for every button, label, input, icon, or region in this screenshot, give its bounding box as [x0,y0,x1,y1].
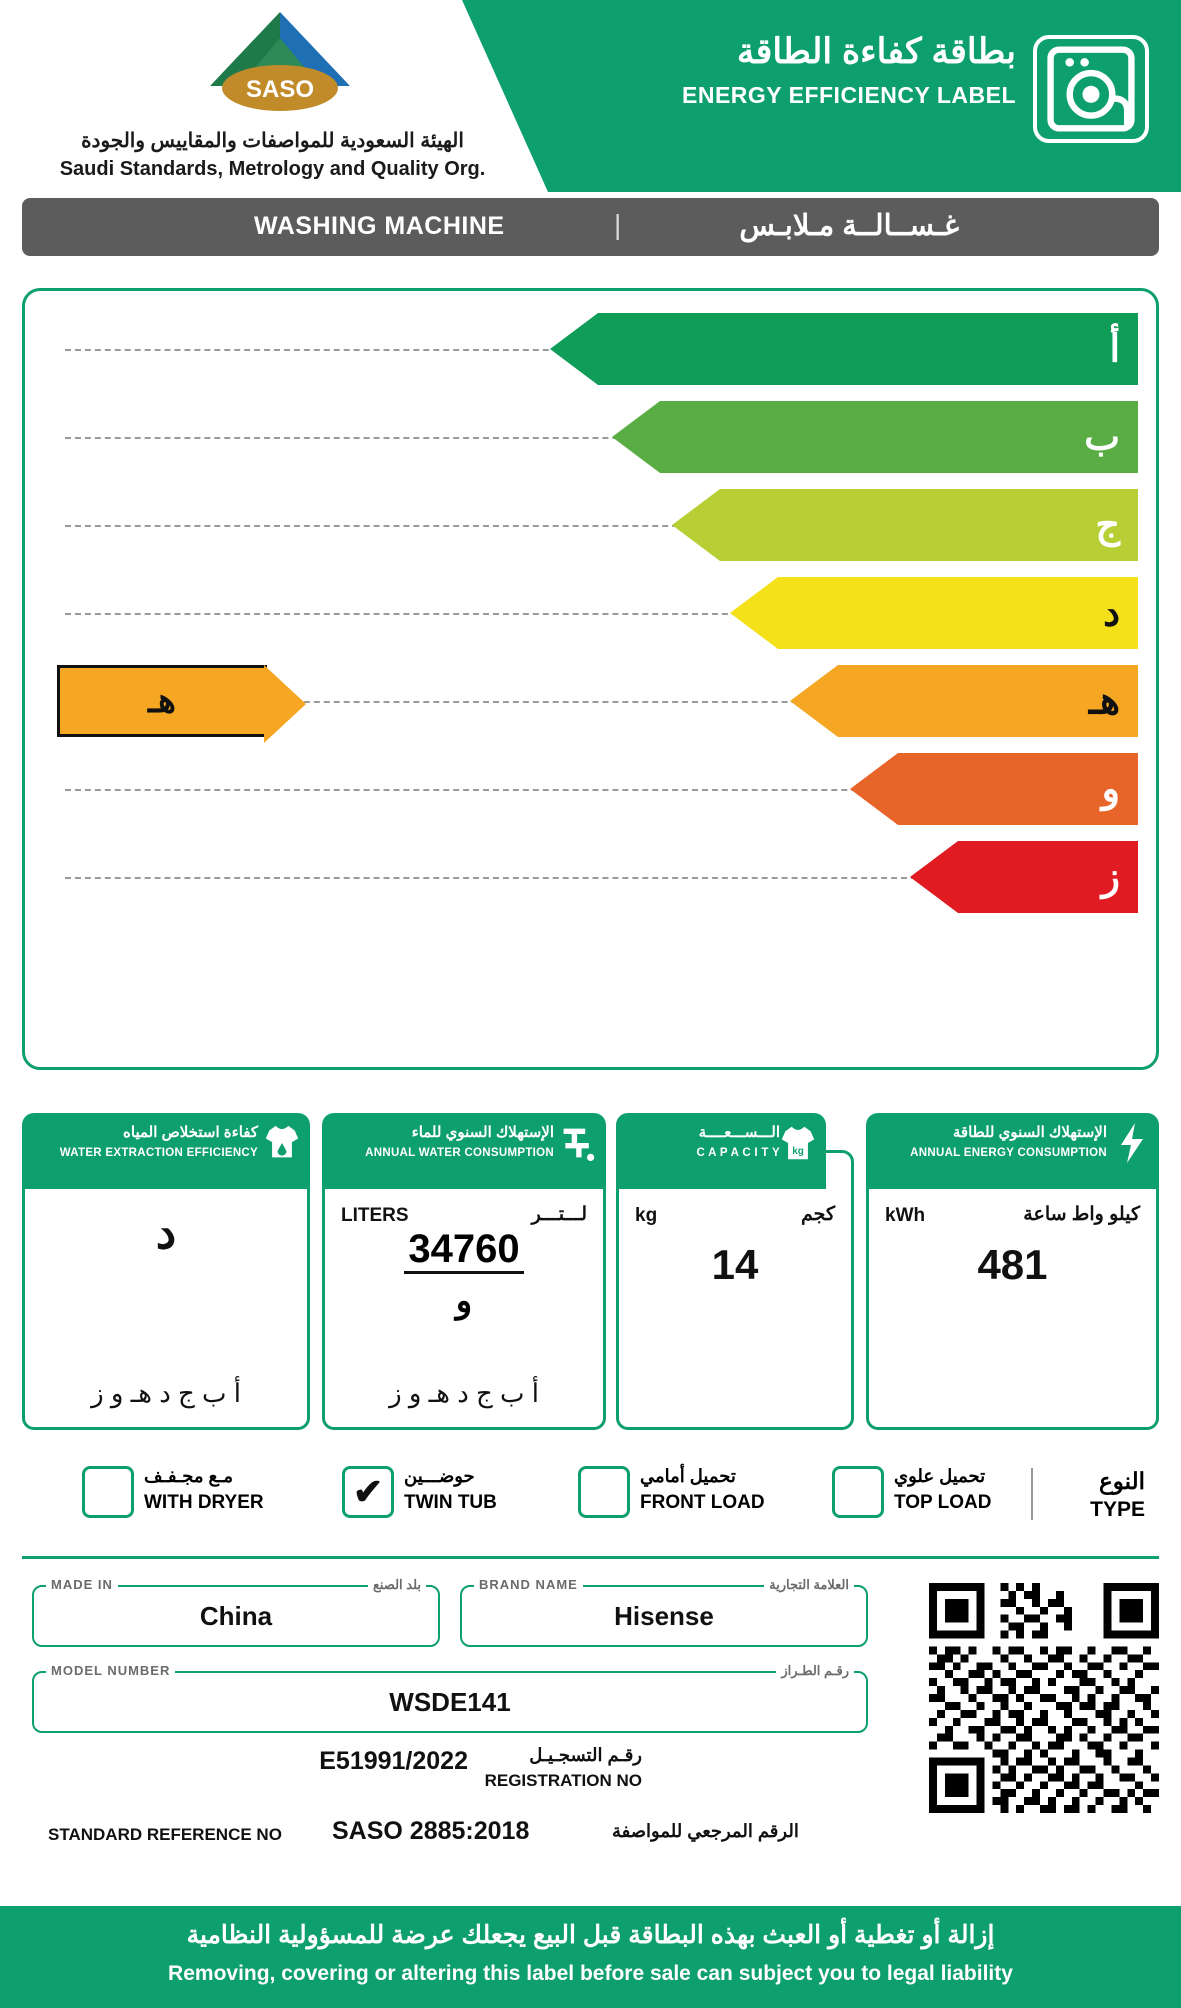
faucet-icon [560,1121,596,1165]
type-option-label-en: FRONT LOAD [640,1492,765,1513]
org-name-ar: الهيئة السعودية للمواصفات والمقاييس والجودة [81,130,464,152]
card-title-en: WATER EXTRACTION EFFICIENCY [59,1147,258,1159]
brand-value: Hisense [614,1601,714,1631]
scale-row-c [25,475,1156,575]
card-header [866,1113,1159,1189]
scale-bar-d [778,577,1138,649]
label-title-en: ENERGY EFFICIENCY LABEL [682,82,1016,108]
org-name-en: Saudi Standards, Metrology and Quality Org. [59,158,486,180]
standard-caption-ar: الرقم المرجعي للمواصفة [612,1821,799,1841]
tshirt-kg-icon [780,1121,816,1165]
scale-label-b: ب [1084,416,1120,459]
type-label-ar: النوع [1099,1468,1145,1494]
scale-bar-c [720,489,1138,561]
check-mark-icon: ✔ [353,1471,384,1512]
card-title-ar: الـــســـعــــة [698,1124,780,1141]
qr-code[interactable] [929,1583,1159,1813]
card-grade-water: و [455,1282,473,1320]
card-title-ar: كفاءة استخلاص المياه [123,1124,258,1141]
scale-label-d: د [1103,592,1120,635]
standard-caption-en: STANDARD REFERENCE NO [48,1825,282,1844]
card-unit-en: LITERS [341,1205,409,1226]
type-label-en: TYPE [1090,1498,1145,1521]
model-caption-en: MODEL NUMBER [46,1663,175,1678]
checkbox-with-dryer[interactable] [82,1466,134,1518]
card-unit-ar: لـــتـــر [531,1204,587,1225]
type-option-label-en: TWIN TUB [404,1492,497,1513]
product-separator: | [614,209,622,240]
card-unit-ar: كجم [801,1204,835,1225]
card-title-en: ANNUAL WATER CONSUMPTION [365,1147,554,1159]
svg-text:kg: kg [792,1145,804,1157]
card-header [616,1113,826,1189]
legal-warning-footer [0,1906,1181,2008]
card-water-extraction-efficiency [22,1124,310,1430]
standard-value: SASO 2885:2018 [332,1817,530,1845]
scale-row-g [25,827,1156,927]
scale-bar-g [958,841,1138,913]
card-grade-scale-water: أ ب ج د هـ و ز [389,1378,539,1408]
registration-caption-en: REGISTRATION NO [484,1771,642,1790]
scale-bar-a [598,313,1138,385]
card-unit-en: kWh [885,1205,926,1226]
selected-class-pointer [57,665,267,737]
card-unit-ar: كيلو واط ساعة [1023,1204,1140,1225]
brand-caption-en: BRAND NAME [474,1577,583,1592]
scale-row-f [25,739,1156,839]
checkbox-top-load[interactable] [832,1466,884,1518]
saso-logo-text: SASO [245,76,315,103]
scale-label-e: هـ [1088,680,1120,723]
card-header [22,1113,310,1189]
lightning-bolt-icon [1113,1121,1149,1165]
footer-text-ar: إزالة أو تغطية أو العبث بهذه البطاقة قبل البيع يجعلك عرضة للمسؤولية النظامية [186,1921,995,1949]
product-name-ar: غـســالــة مـلابـس [739,210,959,242]
scale-bar-f [898,753,1138,825]
scale-row-b [25,387,1156,487]
type-option-label-ar: مـع مجـفـف [144,1466,234,1486]
type-option-label-ar: حوضـــين [404,1466,475,1486]
type-divider [1031,1468,1033,1520]
scale-row-d [25,563,1156,663]
selected-class-label: هـ [148,682,176,720]
card-title-en: C A P A C I T Y [696,1147,780,1159]
card-value-water: 34760 [404,1227,523,1274]
model-caption-ar: رقـم الطـراز [776,1663,854,1679]
card-unit-en: kg [635,1205,658,1226]
info-cards [22,1110,1159,1430]
product-details [22,1556,1159,1886]
label-header [0,0,1181,192]
card-title-ar: الإستهلاك السنوي للماء [411,1124,554,1141]
saso-logo [200,8,360,118]
made-in-caption-ar: بلد الصنع [368,1577,426,1593]
card-value-capacity: 14 [711,1241,759,1288]
scale-bar-b [660,401,1138,473]
tshirt-drip-icon [264,1121,300,1165]
brand-caption-ar: العلامة التجارية [764,1577,854,1593]
washing-machine-icon [1033,35,1149,143]
footer-text-en: Removing, covering or altering this label before sale can subject you to legal liability [168,1962,1013,1985]
card-annual-energy-consumption [866,1124,1159,1430]
registration-value: E51991/2022 [319,1747,468,1775]
scale-label-g: ز [1101,856,1120,899]
type-option-label-en: WITH DRYER [144,1492,264,1513]
card-value-energy: 481 [977,1241,1048,1288]
made-in-value: China [199,1601,273,1631]
card-title-ar: الإستهلاك السنوي للطاقة [952,1124,1107,1141]
model-value: WSDE141 [389,1687,511,1717]
checkbox-front-load[interactable] [578,1466,630,1518]
product-name-en: WASHING MACHINE [254,212,505,240]
efficiency-scale [22,288,1159,1070]
type-option-label-ar: تحميل أمامي [640,1466,736,1486]
label-title-ar: بطاقة كفاءة الطاقة [736,32,1016,71]
scale-bar-e [838,665,1138,737]
card-grade-extraction: د [155,1206,177,1258]
made-in-caption-en: MADE IN [46,1577,118,1592]
card-grade-scale-extraction: أ ب ج د هـ و ز [91,1378,241,1408]
card-header [322,1113,606,1189]
scale-label-c: ج [1095,504,1120,547]
card-annual-water-consumption [322,1124,606,1430]
type-option-label-ar: تحميل علوي [894,1466,986,1486]
scale-row-e [25,651,1156,751]
card-title-en: ANNUAL ENERGY CONSUMPTION [910,1147,1107,1159]
card-capacity [616,1124,854,1430]
type-option-label-en: TOP LOAD [894,1492,992,1513]
registration-caption-ar: رقـم التسجـيـل [529,1745,642,1765]
machine-type-row [22,1450,1159,1542]
scale-label-f: و [1101,768,1120,811]
checkbox-twin-tub[interactable] [342,1466,394,1518]
scale-label-a: أ [1109,328,1120,371]
scale-row-a [25,299,1156,399]
product-type-bar [22,198,1159,256]
